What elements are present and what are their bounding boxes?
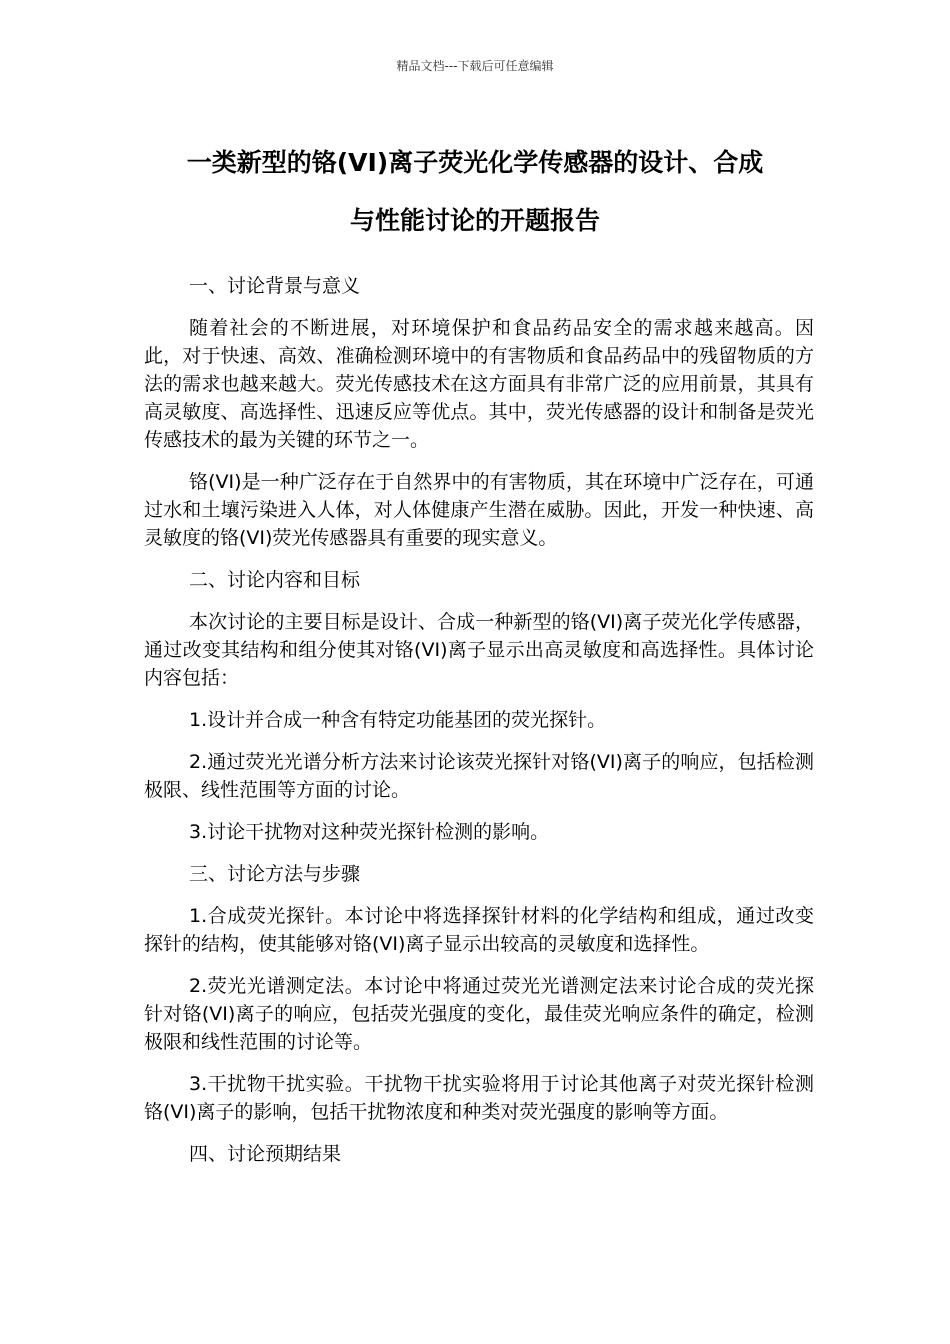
section-heading-methods: 三、讨论方法与步骤: [189, 863, 361, 885]
list-item-content-1: 1.设计并合成一种含有特定功能基团的荧光探针。: [189, 709, 607, 731]
paragraph-background-2: 铬(VI)是一种广泛存在于自然界中的有害物质，其在环境中广泛存在，可通过水和土壤污染进入人体，对人体健康产生潜在威胁。因此，开发一种快速、高灵敏度的铬(VI)荧光传感器具有重要的现实意义。: [144, 471, 814, 549]
section-heading-background: 一、讨论背景与意义: [189, 275, 361, 297]
paragraph-content-intro: 本次讨论的主要目标是设计、合成一种新型的铬(VI)离子荧光化学传感器，通过改变其结构和组分使其对铬(VI)离子显示出高灵敏度和高选择性。具体讨论内容包括：: [144, 611, 814, 689]
section-heading-content: 二、讨论内容和目标: [189, 569, 361, 591]
list-item-content-3: 3.讨论干扰物对这种荧光探针检测的影响。: [189, 821, 550, 843]
section-heading-results: 四、讨论预期结果: [189, 1143, 342, 1165]
document-body: [144, 272, 814, 1182]
title-line-1: 一类新型的铬(VI)离子荧光化学传感器的设计、合成: [186, 148, 764, 177]
list-item-content-2: 2.通过荧光光谱分析方法来讨论该荧光探针对铬(VI)离子的响应，包括检测极限、线性范围等方面的讨论。: [144, 751, 814, 801]
list-item-methods-3: 3.干扰物干扰实验。干扰物干扰实验将用于讨论其他离子对荧光探针检测铬(VI)离子的影响，包括干扰物浓度和种类对荧光强度的影响等方面。: [144, 1073, 814, 1123]
list-item-methods-1: 1.合成荧光探针。本讨论中将选择探针材料的化学结构和组成，通过改变探针的结构，使其能够对铬(VI)离子显示出较高的灵敏度和选择性。: [144, 905, 814, 955]
page-header: 精品文档---下载后可任意编辑: [396, 59, 554, 73]
list-item-methods-2: 2.荧光光谱测定法。本讨论中将通过荧光光谱测定法来讨论合成的荧光探针对铬(VI)离子的响应，包括荧光强度的变化，最佳荧光响应条件的确定，检测极限和线性范围的讨论等。: [144, 975, 814, 1053]
paragraph-background-1: 随着社会的不断进展，对环境保护和食品药品安全的需求越来越高。因此，对于快速、高效、准确检测环境中的有害物质和食品药品中的残留物质的方法的需求也越来越大。荧光传感技术在这方面具有非常广泛的应用前景，其具有高灵敏度、高选择性、迅速反应等优点。其中，荧光传感器的设计和制备是荧光传感技术的最为关键的环节之一。: [144, 317, 814, 451]
title-line-2: 与性能讨论的开题报告: [349, 206, 600, 235]
document-title: [100, 134, 850, 250]
